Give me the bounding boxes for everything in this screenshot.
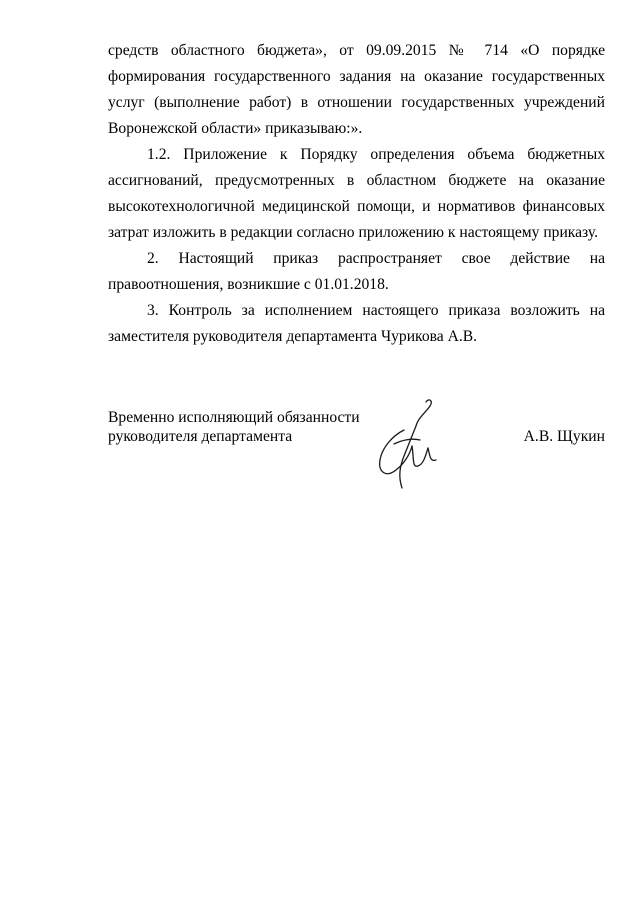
signatory-name: А.В. Щукин bbox=[523, 428, 605, 445]
signature-block bbox=[108, 408, 605, 498]
signatory-position-line-2: руководителя департамента bbox=[108, 428, 293, 445]
paragraph-item-1-2: 1.2. Приложение к Порядку определения объема бюджетных ассигнований, предусмотренных в областном бюджете на оказание высокотехнологичной медицинской помощи, и нормативов финансовых затрат изложить в редакции согласно приложению к настоящему приказу. bbox=[108, 146, 605, 241]
handwritten-signature bbox=[368, 396, 448, 496]
signatory-position-line-1: Временно исполняющий обязанности bbox=[108, 409, 360, 426]
signatory-position bbox=[108, 408, 378, 446]
document-body bbox=[108, 38, 605, 350]
paragraph-item-3: 3. Контроль за исполнением настоящего приказа возложить на заместителя руководителя департамента Чурикова А.В. bbox=[108, 302, 605, 345]
paragraph-preamble-continuation: средств областного бюджета», от 09.09.2015 № 714 «О порядке формирования государственного задания на оказание государственных услуг (выполнение работ) в отношении государственных учреждений Воронежской области» приказываю:». bbox=[108, 42, 605, 137]
paragraph-item-2: 2. Настоящий приказ распространяет свое действие на правоотношения, возникшие с 01.01.2018. bbox=[108, 250, 605, 293]
